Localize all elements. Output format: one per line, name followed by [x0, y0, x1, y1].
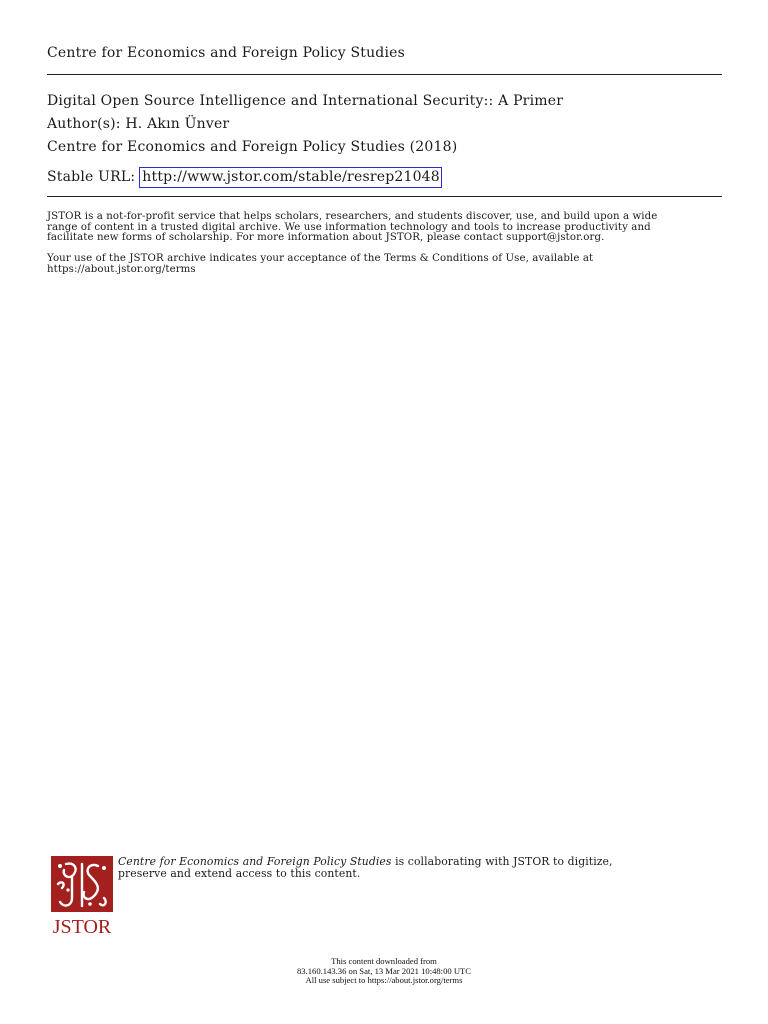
- notice-line: facilitate new forms of scholarship. For more information about JSTOR, please contact support@jstor.org.: [47, 232, 605, 243]
- stable-url-link[interactable]: http://www.jstor.com/stable/resrep21048: [139, 167, 442, 188]
- stable-url-label: Stable URL:: [47, 169, 136, 185]
- publisher-header: Centre for Economics and Foreign Policy Studies: [47, 45, 405, 61]
- author-line: [47, 116, 229, 132]
- collab-publisher: Centre for Economics and Foreign Policy Studies: [118, 855, 392, 868]
- terms-notice-paragraph: [47, 254, 727, 275]
- jstor-notice-paragraph: [47, 212, 727, 244]
- source-line: Centre for Economics and Foreign Policy Studies (2018): [47, 139, 458, 155]
- terms-link[interactable]: https://about.jstor.org/terms: [47, 263, 196, 275]
- author-name: H. Akın Ünver: [125, 116, 230, 132]
- bottom-divider: [47, 196, 722, 197]
- collab-text: is collaborating with JSTOR to digitize,: [391, 855, 613, 868]
- notice-line: range of content in a trusted digital archive. We use information technology and tools to increase productivity and: [47, 221, 651, 233]
- collab-text-line2: preserve and extend access to this content.: [118, 867, 361, 880]
- footer-line: This content downloaded from: [331, 956, 437, 966]
- document-title: Digital Open Source Intelligence and International Security:: A Primer: [47, 93, 564, 109]
- author-label: Author(s):: [47, 116, 121, 132]
- footer-line: 83.160.143.36 on Sat, 13 Mar 2021 10:48:00 UTC: [296, 965, 472, 976]
- notice-line: JSTOR is a not-for-profit service that helps scholars, researchers, and students discover, use, and build upon a wide: [47, 211, 658, 222]
- terms-line: Your use of the JSTOR archive indicates your acceptance of the Terms & Conditions of Use, available at: [47, 253, 594, 264]
- collaboration-statement: [118, 856, 678, 880]
- logo-wordmark: JSTOR: [52, 916, 112, 936]
- footer-terms[interactable]: All use subject to https://about.jstor.org/terms: [305, 975, 463, 985]
- top-divider: [47, 74, 722, 75]
- jstor-logo: [48, 854, 116, 936]
- stable-url-line: [47, 167, 442, 188]
- download-footer: [0, 957, 768, 986]
